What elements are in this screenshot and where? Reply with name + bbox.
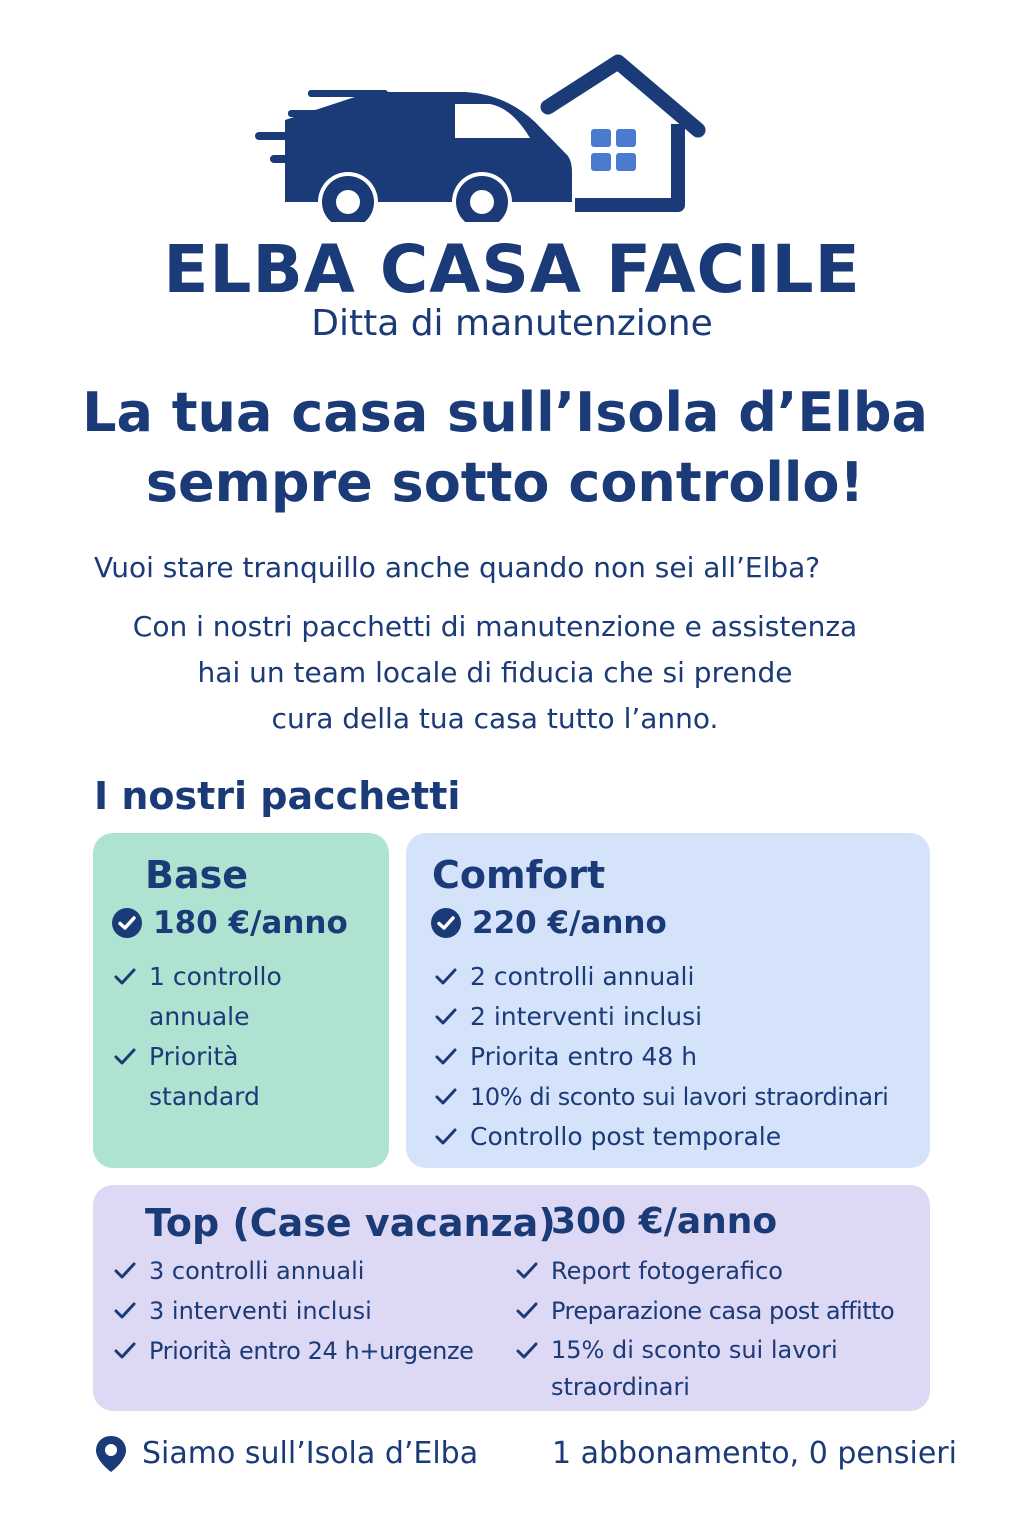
check-icon	[434, 1006, 458, 1028]
logo-van-house-icon	[250, 52, 720, 222]
package-price	[430, 903, 667, 943]
package-card-base	[93, 833, 389, 1168]
feature-item: Priorità entro 24 h+urgenze	[113, 1331, 474, 1371]
feature-item: 3 interventi inclusi	[113, 1291, 474, 1331]
feature-item: Priorita entro 48 h	[434, 1037, 888, 1077]
check-icon	[515, 1300, 539, 1322]
footer-location	[94, 1432, 478, 1476]
intro-line-3: cura della tua casa tutto l’anno.	[271, 702, 719, 735]
feature-item: Preparazione casa post affitto	[515, 1291, 894, 1331]
check-icon	[515, 1340, 539, 1362]
check-circle-icon	[111, 907, 143, 939]
check-circle-icon	[430, 907, 462, 939]
feature-list-right	[515, 1251, 894, 1405]
package-price: 300 €/anno	[551, 1201, 778, 1242]
headline-line-2: sempre sotto controllo!	[145, 451, 865, 514]
check-icon	[113, 1046, 137, 1068]
feature-item: 1 controllo	[113, 957, 282, 997]
feature-item-continuation: standard	[149, 1082, 260, 1111]
feature-item-continuation: annuale	[149, 1002, 250, 1031]
check-icon	[515, 1260, 539, 1282]
check-icon	[113, 1260, 137, 1282]
check-icon	[434, 966, 458, 988]
package-name: Comfort	[432, 853, 606, 897]
package-name: Base	[145, 853, 248, 897]
feature-item: 3 controlli annuali	[113, 1251, 474, 1291]
intro-line-1: Con i nostri pacchetti di manutenzione e assistenza	[132, 610, 858, 643]
feature-item: Controllo post temporale	[434, 1117, 888, 1157]
package-name: Top (Case vacanza)	[145, 1201, 556, 1245]
package-card-comfort	[406, 833, 930, 1168]
check-icon	[434, 1126, 458, 1148]
brand-tagline: Ditta di manutenzione	[311, 303, 713, 344]
feature-list-left	[113, 1251, 474, 1371]
footer-slogan: 1 abbonamento, 0 pensieri	[552, 1436, 957, 1471]
location-text: Siamo sull’Isola d’Elba	[142, 1436, 479, 1471]
check-icon	[434, 1046, 458, 1068]
feature-list	[434, 957, 888, 1157]
price-text: 220 €/anno	[472, 905, 667, 941]
intro-question: Vuoi stare tranquillo anche quando non sei all’Elba?	[94, 551, 821, 584]
check-icon	[434, 1086, 458, 1108]
feature-list	[113, 957, 282, 1117]
headline	[0, 378, 1010, 518]
headline-line-1: La tua casa sull’Isola d’Elba	[82, 381, 928, 444]
packages-title: I nostri pacchetti	[94, 774, 461, 818]
check-icon	[113, 1340, 137, 1362]
price-text: 180 €/anno	[153, 905, 348, 941]
intro-body	[60, 604, 930, 742]
feature-item: 10% di sconto sui lavori straordinari	[434, 1077, 888, 1117]
brand-name: ELBA CASA FACILE	[163, 231, 861, 308]
feature-item: 2 interventi inclusi	[434, 997, 888, 1037]
feature-item: Priorità	[113, 1037, 282, 1077]
location-pin-icon	[94, 1434, 128, 1474]
feature-item-continuation: straordinari	[551, 1373, 690, 1401]
intro-line-2: hai un team locale di fiducia che si prende	[197, 656, 793, 689]
feature-item: 15% di sconto sui lavori	[515, 1331, 894, 1369]
check-icon	[113, 966, 137, 988]
feature-item: Report fotogerafico	[515, 1251, 894, 1291]
check-icon	[113, 1300, 137, 1322]
package-price	[111, 903, 348, 943]
package-card-top	[93, 1185, 930, 1411]
feature-item: 2 controlli annuali	[434, 957, 888, 997]
